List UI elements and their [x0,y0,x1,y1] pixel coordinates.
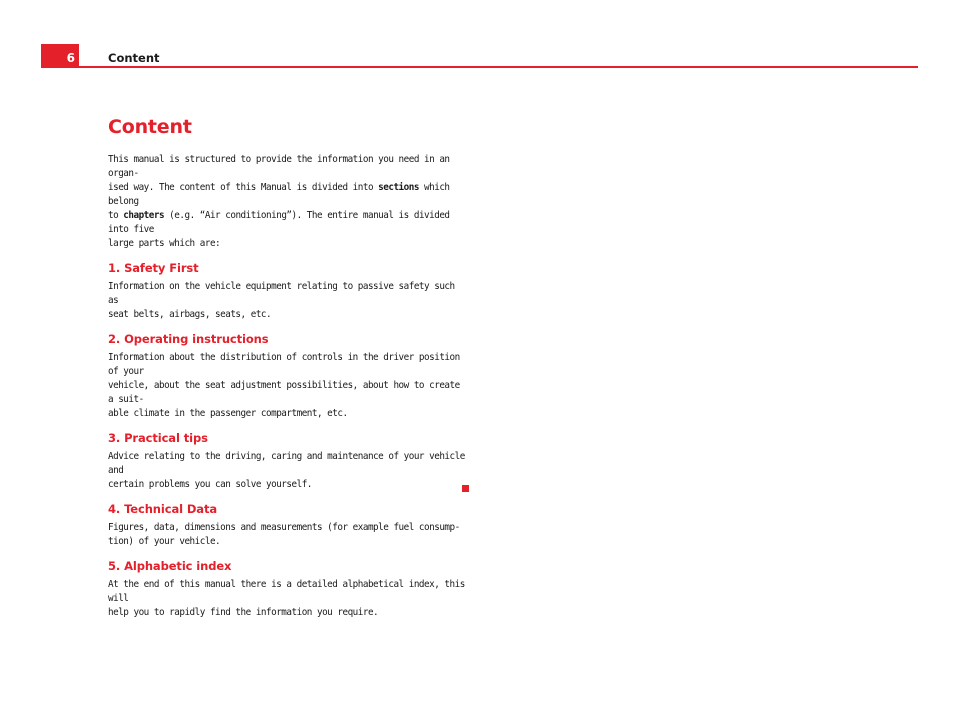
section-text-safety: Information on the vehicle equipment relating to passive safety such as seat belts, airbags, seats, etc. [108,281,455,320]
intro-paragraph [108,153,468,251]
header-rule [79,66,918,68]
end-of-section-marker [462,485,469,492]
content-column [108,114,468,620]
page-number-badge [41,44,79,68]
running-header-title: Content [108,51,160,65]
section-text-index: At the end of this manual there is a detailed alphabetical index, this will help you to rapidly find the information you require. [108,579,465,618]
section-text-practical: Advice relating to the driving, caring and maintenance of your vehicle and certain problems you can solve yourself. [108,451,465,490]
section-heading-index: 5. Alphabetic index [108,559,232,573]
page-title: Content [108,116,192,138]
section-heading-safety: 1. Safety First [108,261,199,275]
intro-bold-sections: sections [378,182,419,193]
intro-text-2: which belong to [108,182,450,221]
intro-text-1: This manual is structured to provide the information you need in an organ- ised way. The content of this Manual is divided into [108,154,450,193]
section-text-technical: Figures, data, dimensions and measurements (for example fuel consump- tion) of your vehicle. [108,522,460,547]
section-heading-technical: 4. Technical Data [108,502,218,516]
page-number: 6 [66,51,75,65]
section-heading-practical: 3. Practical tips [108,431,208,445]
intro-bold-chapters: chapters [123,210,165,221]
section-heading-operating: 2. Operating instructions [108,332,269,346]
intro-text-3: (e.g. “Air conditioning”). The entire manual is divided into five large parts which are: [108,210,450,249]
section-text-operating: Information about the distribution of controls in the driver position of your vehicle, about the seat adjustment possibilities, about how to create a suit- able climate in the passenger compartment, etc. [108,352,460,419]
